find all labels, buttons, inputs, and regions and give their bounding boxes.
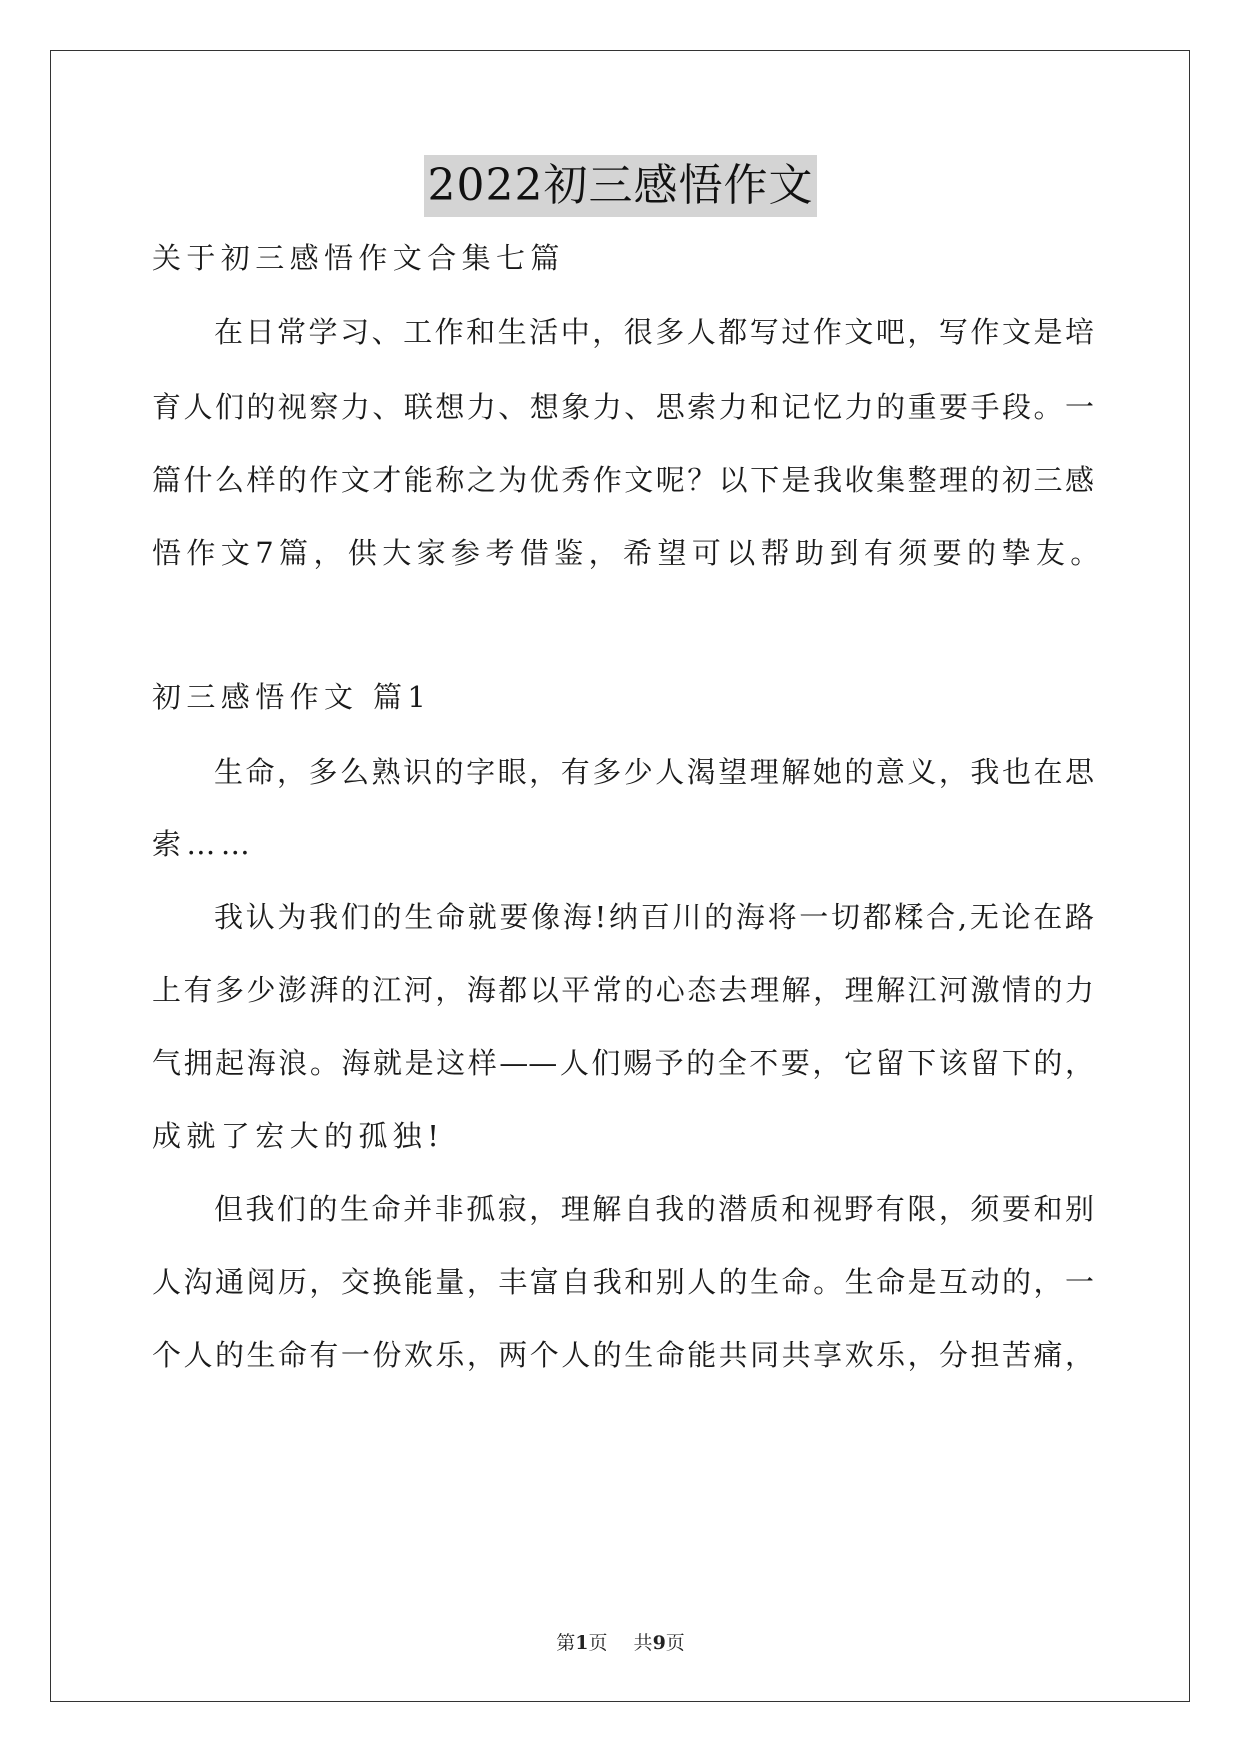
intro-line-4: 悟作文7篇，供大家参考借鉴，希望可以帮助到有须要的挚友。 <box>152 536 1105 570</box>
page-footer <box>0 1630 1241 1656</box>
footer-total-prefix: 共 <box>633 1632 653 1654</box>
intro-line-2: 育人们的视察力、联想力、想象力、思索力和记忆力的重要手段。一 <box>152 390 1094 424</box>
footer-page-suffix: 页 <box>588 1632 608 1654</box>
footer-total-suffix: 页 <box>665 1632 685 1654</box>
intro-line-1: 在日常学习、工作和生活中，很多人都写过作文吧，写作文是培 <box>214 315 1094 349</box>
paragraph3-line-1: 但我们的生命并非孤寂，理解自我的潜质和视野有限，须要和别 <box>214 1192 1094 1226</box>
footer-total-pages: 9 <box>652 1632 666 1654</box>
page-border <box>50 50 1190 1702</box>
title-container <box>0 155 1241 217</box>
intro-line-3: 篇什么样的作文才能称之为优秀作文呢？以下是我收集整理的初三感 <box>152 463 1094 497</box>
footer-prefix: 第 <box>556 1632 576 1654</box>
paragraph1-line-2: 索…… <box>152 827 256 861</box>
footer-page-number: 1 <box>575 1632 589 1654</box>
paragraph3-line-3: 个人的生命有一份欢乐，两个人的生命能共同共享欢乐，分担苦痛， <box>152 1338 1094 1372</box>
paragraph1-line-1: 生命，多么熟识的字眼，有多少人渴望理解她的意义，我也在思 <box>214 755 1094 789</box>
paragraph3-line-2: 人沟通阅历，交换能量，丰富自我和别人的生命。生命是互动的，一 <box>152 1265 1094 1299</box>
section-heading: 初三感悟作文 篇1 <box>152 680 432 714</box>
document-subtitle: 关于初三感悟作文合集七篇 <box>152 241 565 275</box>
paragraph2-line-3: 气拥起海浪。海就是这样——人们赐予的全不要，它留下该留下的， <box>152 1046 1094 1080</box>
paragraph2-line-4: 成就了宏大的孤独! <box>152 1119 445 1153</box>
paragraph2-line-2: 上有多少澎湃的江河，海都以平常的心态去理解，理解江河激情的力 <box>152 973 1094 1007</box>
paragraph2-line-1: 我认为我们的生命就要像海!纳百川的海将一切都糅合,无论在路 <box>214 900 1094 934</box>
document-title: 2022初三感悟作文 <box>424 155 818 217</box>
